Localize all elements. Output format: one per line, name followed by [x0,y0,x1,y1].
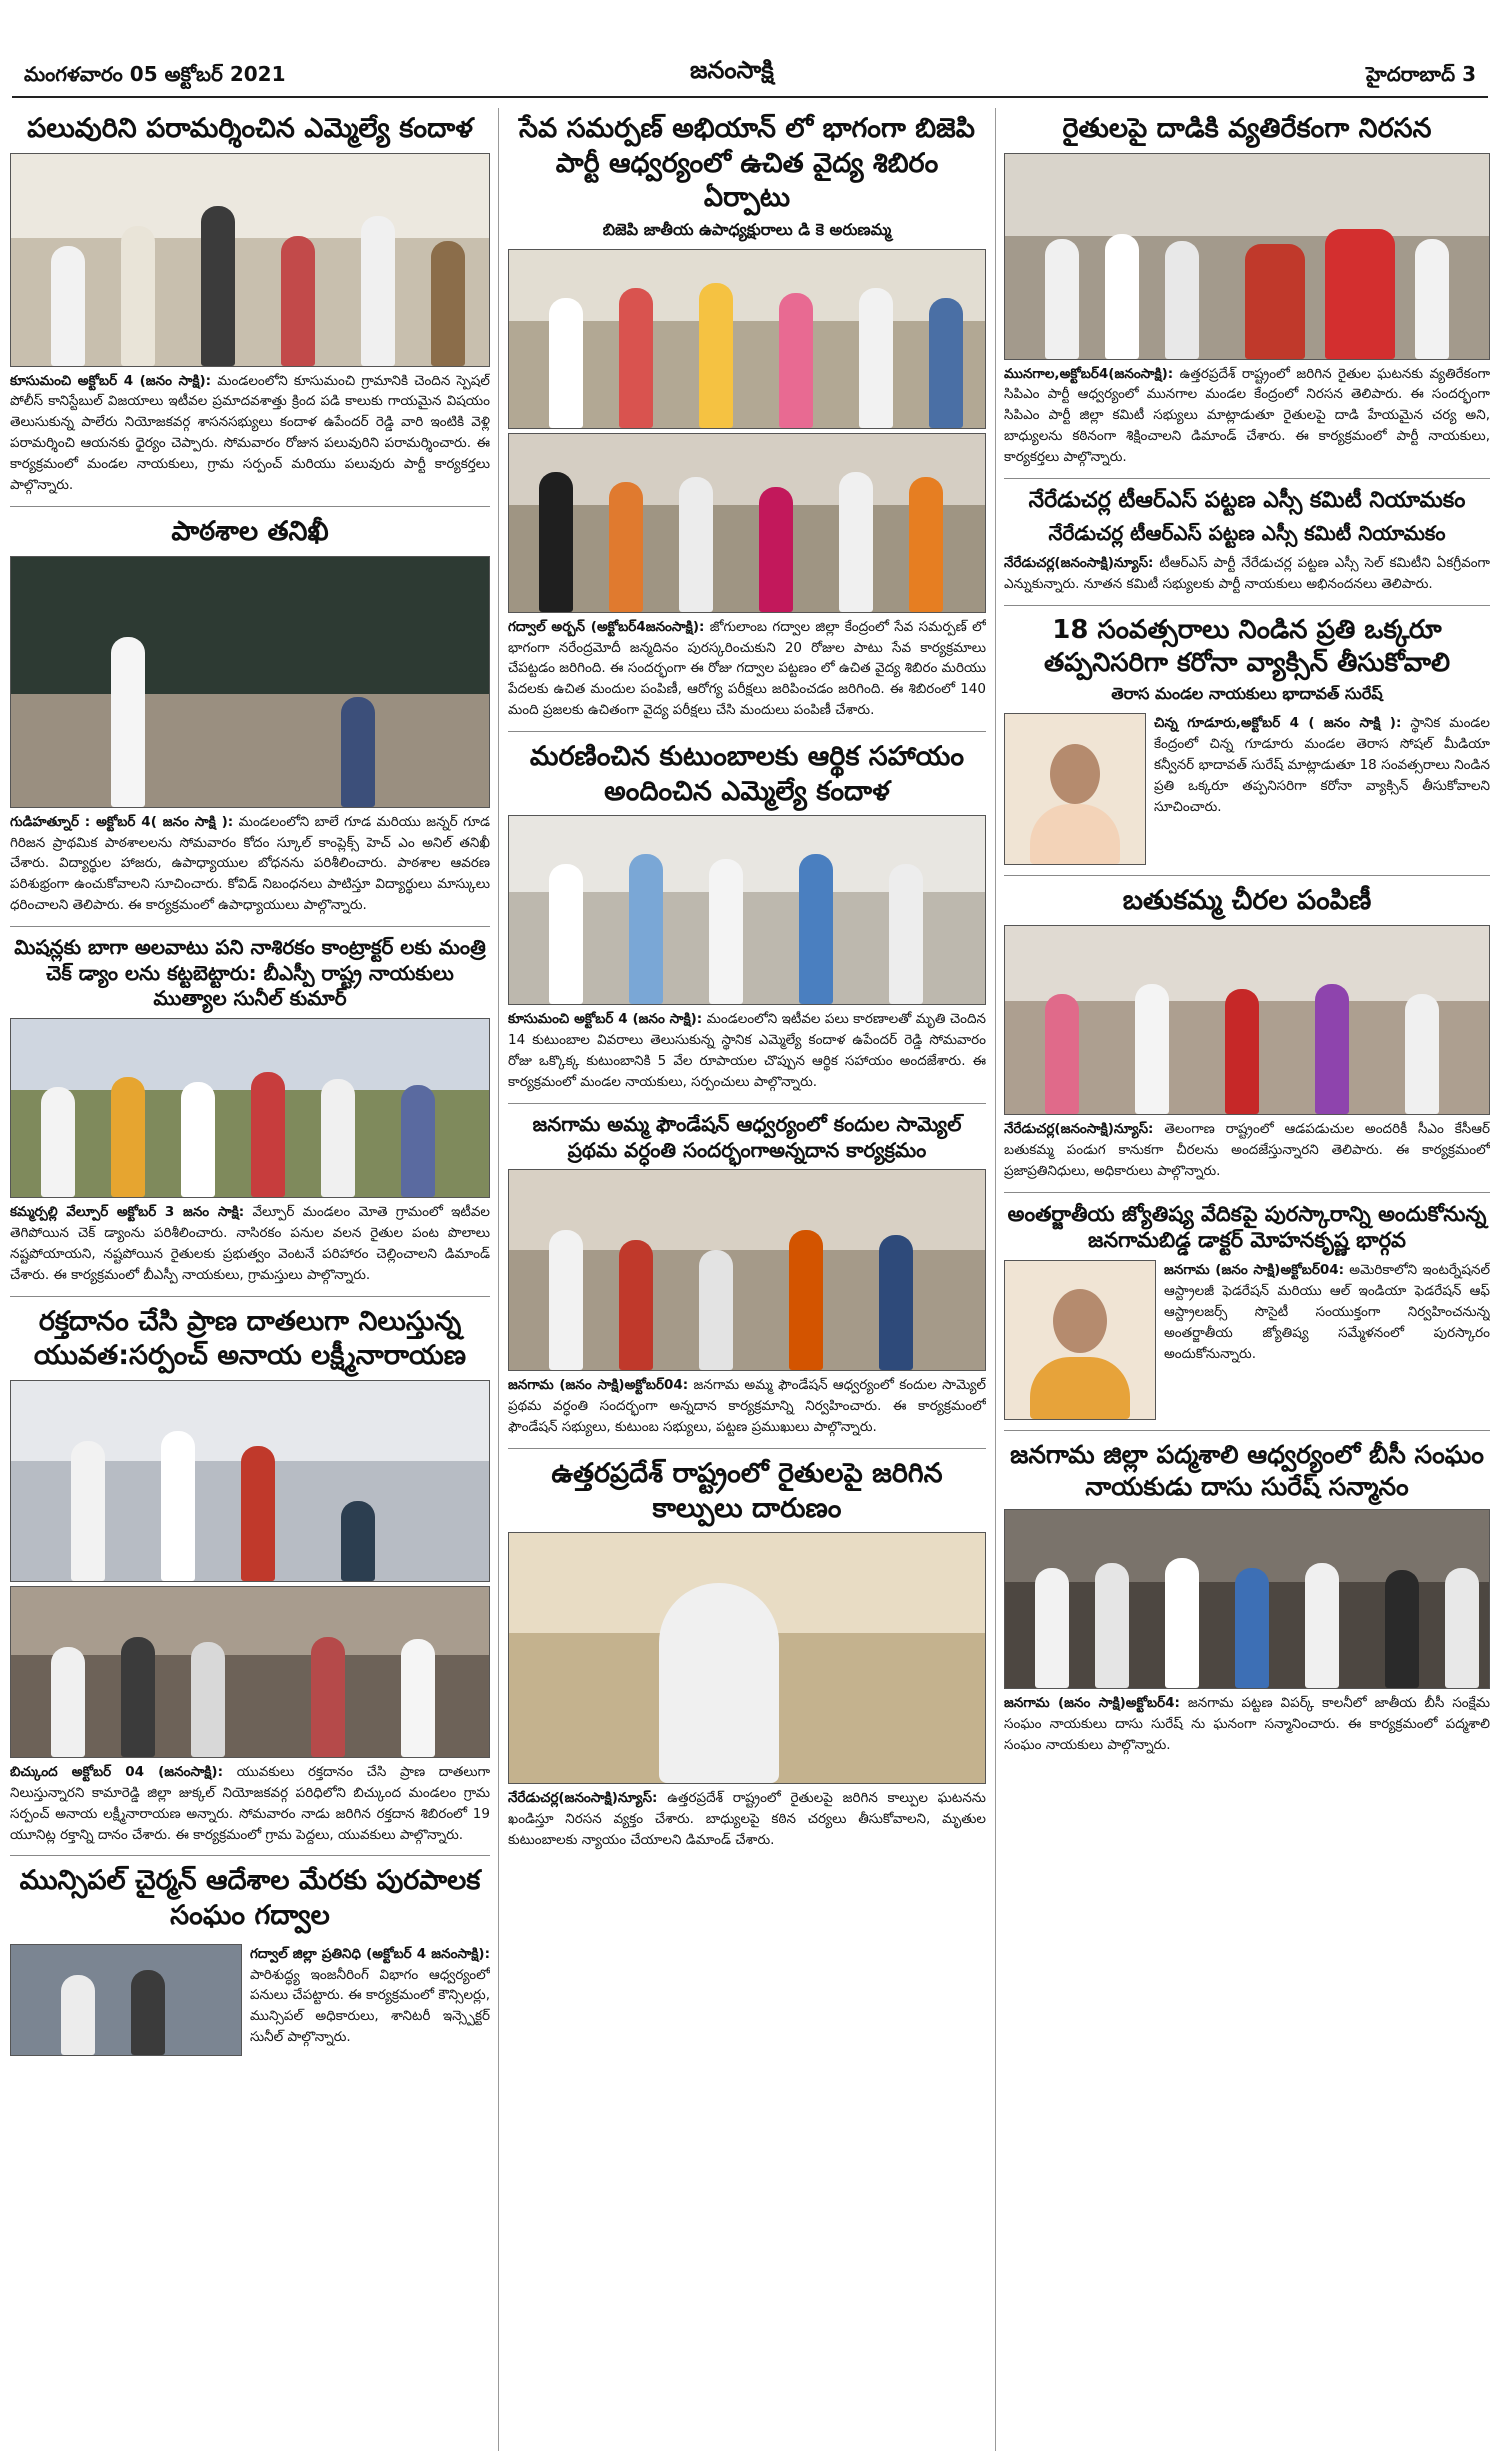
column-right [1004,108,1490,2453]
article-body: జనగామ (జనం సాక్షి)అక్టోబర్4: జనగామ పట్టణ విపర్క్ కాలనీలో జాతీయ బీసీ సంక్షేమ సంఘం నాయకులు దాసు సురేష్ ను ఘనంగా సన్మానించారు. ఈ కార్యక్రమంలో పద్మశాలి సంఘం నాయకులు పాల్గొన్నారు. [1004,1695,1490,1754]
subheadline: తెరాస మండల నాయకులు భాదావత్ సురేష్ [1111,684,1383,704]
news-photo [1004,153,1490,360]
news-photo [508,249,986,429]
news-photo [508,1169,986,1371]
column-divider [995,108,996,2451]
article-school-inspection [10,515,490,916]
article-blood-donation [10,1305,490,1846]
headline: జనగామ అమ్మ ఫౌండేషన్ ఆధ్వర్యంలో కందుల సామ్యెల్ ప్రథమ వర్ధంతి సందర్భంగాఅన్నదాన కార్యక్రమం [532,1112,962,1162]
article-bjp-medical-camp [508,112,986,721]
article-body: గద్వాల్ జిల్లా ప్రతినిధి (అక్టోబర్ 4 జనంసాక్షి): పారిశుద్ధ్య ఇంజనీరింగ్ విభాగం ఆధ్వర్యంలో పనులు చేపట్టారు. ఈ కార్యక్రమంలో కౌన్సిలర్లు, మున్సిపల్ అధికారులు, శానిటరీ ఇన్స్పెక్టర్ సునీల్ పాల్గొన్నారు. [250,1945,490,2046]
issue-date: మంగళవారం 05 అక్టోబర్ 2021 [24,62,286,86]
article-body: జనగామ (జనం సాక్షి)అక్టోబర్04: అమెరికాలోని ఇంటర్నేషనల్ ఆస్ట్రాలజీ ఫెడరేషన్ మరియు ఆల్ ఇండియా ఫెడరేషన్ ఆఫ్ ఆస్ట్రాలజర్స్ సొసైటీ సంయుక్తంగా నిర్వహించనున్న అంతర్జాతీయ జ్యోతిష్య సమ్మేళనంలో పురస్కారం అందుకోనున్నారు. [1164,1262,1490,1363]
article-body: కూసుమంచి అక్టోబర్ 4 (జనం సాక్షి): మండలంలోని కూసుమంచి గ్రామానికి చెందిన స్పెషల్ పోలీస్ కానిస్టేబుల్ విజయాలు ఇటీవల ప్రమాదవశాత్తు క్రింద పడి కాలుకు గాయమైన విషయం తెలుసుకున్న పాలేరు నియోజకవర్గ శాసనసభ్యులు కందాళ ఉపేందర్ రెడ్డి వారి ఇంటికి వెళ్లి పరామర్శించి ఆయనకు ధైర్యం చెప్పారు. సోమవారం రోజున పలువురిని పరామర్శించారు. ఈ కార్యక్రమంలో మండల నాయకులు, గ్రామ సర్పంచ్ మరియు పలువురు పార్టీ కార్యకర్తలు పాల్గొన్నారు. [10,372,490,494]
article-bathukamma-sarees [1004,884,1490,1181]
article-body: కమ్మర్పల్లి వేల్పూర్ అక్టోబర్ 3 జనం సాక్షి: వేల్పూర్ మండలం మోతె గ్రామంలో ఇటీవల తెగిపోయిన చెక్ డ్యాంను పరిశీలించారు. నాసిరకం పనుల వలన రైతుల పంట పొలాలు నష్టపోయాయని, నష్టపోయిన రైతులకు ప్రభుత్వం వెంటనే పరిహారం చెల్లించాలని డిమాండ్ చేశారు. ఈ కార్యక్రమంలో బీఎస్పీ నాయకులు, గ్రామస్తులు పాల్గొన్నారు. [10,1204,490,1283]
article-vaccination [1004,614,1490,866]
article-body: జనగామ (జనం సాక్షి)అక్టోబర్04: జనగామ అమ్మ ఫౌండేషన్ ఆధ్వర్యంలో కందుల సామ్యెల్ ప్రథమ వర్ధంతి సందర్భంగా అన్నదాన కార్యక్రమాన్ని నిర్వహించారు. ఈ కార్యక్రమంలో ఫౌండేషన్ సభ్యులు, కుటుంబ సభ్యులు, పట్టణ ప్రముఖులు పాల్గొన్నారు. [508,1377,986,1436]
news-photo [10,1944,242,2056]
news-photo [10,1380,490,1582]
article-financial-aid [508,740,986,1093]
news-photo [10,153,490,367]
news-photo [10,1586,490,1758]
column-center [508,108,986,2453]
news-photo [10,1018,490,1198]
news-photo [508,815,986,1005]
article-check-dam [10,935,490,1285]
headline: మిషన్లకు బాగా అలవాటు పని నాశిరకం కాంట్రాక్టర్ లకు మంత్రి చెక్ డ్యాం లను కట్టబెట్టారు: బీఎస్పీ రాష్ట్ర నాయకులు ముత్యాల సునీల్ కుమార్ [14,935,486,1011]
article-body: నేరేడుచర్ల(జనంసాక్షి)న్యూస్: టీఆర్ఎస్ పార్టీ నేరేడుచర్ల పట్టణ ఎస్సీ సెల్ కమిటీని ఏకగ్రీవంగా ఎన్నుకున్నారు. నూతన కమిటీ సభ్యులకు పార్టీ నాయకులు అభినందనలు తెలిపారు. [1004,554,1490,592]
headline: పాఠశాల తనిఖీ [171,516,329,548]
portrait-photo [1004,1260,1156,1420]
headline: జనగామ జిల్లా పద్మశాలి ఆధ్వర్యంలో బీసీ సంఘం నాయకుడు దాసు సురేష్ సన్మానం [1010,1440,1484,1502]
headline: రక్తదానం చేసి ప్రాణ దాతలుగా నిలుస్తున్న యువత:సర్పంచ్ అనాయ లక్ష్మీనారాయణ [33,1305,467,1372]
headline: బతుకమ్మ చీరల పంపిణీ [1122,885,1372,917]
article-municipal-chairman [10,1864,490,2059]
headline: సేవ సమర్పణ్ అభియాన్ లో భాగంగా బిజెపి పార్టీ ఆధ్వర్యంలో ఉచిత వైద్య శిబిరం ఏర్పాటు [519,113,975,214]
article-body: గద్వాల్ అర్బన్ (అక్టోబర్4జనంసాక్షి): జోగులాంబ గద్వాల జిల్లా కేంద్రంలో సేవ సమర్పణ్ లో భాగంగా నరేంద్రమోదీ జన్మదినం పురస్కరించుకుని 20 రోజుల పాటు సేవ కార్యక్రమాలు చేపట్టడం జరిగింది. ఈ సందర్భంగా ఈ రోజు గద్వాల పట్టణం లో ఉచిత వైద్య శిబిరం మరియు పేదలకు ఉచిత మందుల పంపిణీ, ఆరోగ్య పరీక్షలు జరిపించడం జరిగింది. ఈ శిబిరంలో 140 మంది ప్రజలకు ఉచితంగా వైద్య పరీక్షలు చేసి మందులు పంపిణీ చేశారు. [508,618,986,719]
article-body: చిన్న గూడూరు,అక్టోబర్ 4 ( జనం సాక్షి ): స్థానిక మండల కేంద్రంలో చిన్న గూడూరు మండల తెరాస సోషల్ మీడియా కన్వీనర్ భాదావత్ సురేష్ మాట్లాడుతూ 18 సంవత్సరాలు నిండిన ప్రతి ఒక్కరూ తప్పనిసరిగా కరోనా వ్యాక్సిన్ తీసుకోవాలని సూచించారు. [1154,715,1490,815]
article-body: కూసుమంచి అక్టోబర్ 4 (జనం సాక్షి): మండలంలోని ఇటీవల పలు కారణాలతో మృతి చెందిన 14 కుటుంబాల వివరాలు తెలుసుకున్న స్థానిక ఎమ్మెల్యే కందాళ ఉపేందర్ రెడ్డి సోమవారం రోజు ఒక్కొక్క కుటుంబానికి 5 వేల రూపాయల చొప్పున ఆర్థిక సహాయం అందజేశారు. ఈ కార్యక్రమంలో మండల నాయకులు, సర్పంచులు పాల్గొన్నారు. [508,1011,986,1091]
news-photo [1004,1509,1490,1689]
headline: పలువురిని పరామర్శించిన ఎమ్మెల్యే కందాళ [27,113,473,144]
article-up-farmers [508,1457,986,1851]
article-body: మునగాల,అక్టోబర్4(జనంసాక్షి): ఉత్తరప్రదేశ్ రాష్ట్రంలో జరిగిన రైతుల ఘటనకు వ్యతిరేకంగా సిపిఎం పార్టీ ఆధ్వర్యంలో మునగాల మండల కేంద్రంలో నిరసన తెలిపారు. ఈ సందర్భంగా సిపిఎం పార్టీ జిల్లా కమిటీ సభ్యులు మాట్లాడుతూ రైతులపై దాడి హేయమైన చర్య అని, బాధ్యులను కఠినంగా శిక్షించాలని డిమాండ్ చేశారు. ఈ కార్యక్రమంలో పార్టీ నాయకులు, కార్యకర్తలు పాల్గొన్నారు. [1004,365,1490,466]
subheadline: బిజెపి జాతీయ ఉపాధ్యక్షురాలు డి కె అరుణమ్మ [602,219,892,239]
headline: మున్సిపల్ చైర్మన్ ఆదేశాల మేరకు పురపాలక సంఘం గద్వాల [19,1865,481,1932]
headline-repeat: నేరేడుచర్ల టీఆర్ఎస్ పట్టణ ఎస్సీ కమిటీ నియామకం [1048,521,1446,546]
news-photo [508,1532,986,1784]
article-body: గుడిహత్నూర్ : అక్టోబర్ 4( జనం సాక్షి ): మండలంలోని బాలే గూడ మరియు జన్నర్ గూడ గిరిజన ప్రాథమిక పాఠశాలలను సోమవారం కోదం స్కూల్ కాంప్లెక్స్ హెచ్ ఎం అనిల్ తనిఖీ చేశారు. విద్యార్థుల హాజరు, ఉపాధ్యాయుల బోధనను పరిశీలించారు. పాఠశాల ఆవరణ పరిశుభ్రంగా ఉంచుకోవాలని సూచించారు. కోవిడ్ నిబంధనలు పాటిస్తూ విద్యార్థులు మాస్కులు ధరించాలని తెలిపారు. ఈ కార్యక్రమంలో ఉపాధ్యాయులు పాల్గొన్నారు. [10,813,490,914]
article-amma-foundation [508,1112,986,1438]
news-photo [508,433,986,613]
headline: 18 సంవత్సరాలు నిండిన ప్రతి ఒక్కరూ తప్పనిసరిగా కరోనా వ్యాక్సిన్ తీసుకోవాలి [1043,614,1451,679]
column-divider [498,108,499,2451]
news-photo [10,556,490,808]
article-sc-committee [1004,487,1490,595]
headline: రైతులపై దాడికి వ్యతిరేకంగా నిరసన [1062,113,1432,144]
headline: ఉత్తరప్రదేశ్ రాష్ట్రంలో రైతులపై జరిగిన కాల్పులు దారుణం [551,1457,943,1524]
masthead [0,0,1500,86]
headline: మరణించిన కుటుంబాలకు ఆర్థిక సహాయం అందించిన ఎమ్మెల్యే కందాళ [529,741,965,807]
news-photo [1004,925,1490,1115]
portrait-photo [1004,713,1146,865]
masthead-rule [12,96,1488,98]
article-farmers-protest [1004,112,1490,468]
article-body: బిచ్కుంద అక్టోబర్ 04 (జనంసాక్షి): యువకులు రక్తదానం చేసి ప్రాణ దాతలుగా నిలుస్తున్నారని కామారెడ్డి జిల్లా జుక్కల్ నియోజకవర్గ పరిధిలోని బిచ్కుంద మండలం గ్రామ సర్పంచ్ అనాయ లక్ష్మీనారాయణ అన్నారు. సోమవారం నాడు జరిగిన రక్తదాన శిబిరంలో 19 యూనిట్ల రక్తాన్ని దానం చేశారు. ఈ కార్యక్రమంలో గ్రామ పెద్దలు, యువకులు పాల్గొన్నారు. [10,1763,490,1843]
column-left [10,108,490,2453]
paper-logo: జనంసాక్షి [690,56,774,84]
article-mla-visits [10,112,490,496]
article-body: నేరేడుచర్ల(జనంసాక్షి)న్యూస్: తెలంగాణ రాష్ట్రంలో ఆడపడుచుల అందరికీ సీఎం కేసీఆర్ బతుకమ్మ పండుగ కానుకగా చీరలను అందజేస్తున్నారని తెలిపారు. ఈ కార్యక్రమంలో ప్రజాప్రతినిధులు, అధికారులు పాల్గొన్నారు. [1004,1120,1490,1179]
headline: నేరేడుచర్ల టీఆర్ఎస్ పట్టణ ఎస్సీ కమిటీ నియామకం [1028,488,1466,514]
headline: అంతర్జాతీయ జ్యోతిష్య వేదికపై పురస్కారాన్ని అందుకోనున్న జనగామబిడ్డ డాక్టర్ మోహనకృష్ణ భార్గవ [1007,1201,1487,1253]
city-page-number: హైదరాబాద్ 3 [1366,62,1476,86]
article-astrology-award [1004,1201,1490,1421]
article-body: నేరేడుచర్ల(జనంసాక్షి)న్యూస్: ఉత్తరప్రదేశ్ రాష్ట్రంలో రైతులపై జరిగిన కాల్పుల ఘటనను ఖండిస్తూ నిరసన వ్యక్తం చేశారు. బాధ్యులపై కఠిన చర్యలు తీసుకోవాలని, మృతుల కుటుంబాలకు న్యాయం చేయాలని డిమాండ్ చేశారు. [508,1790,986,1848]
article-padmashali-felicitation [1004,1439,1490,1756]
